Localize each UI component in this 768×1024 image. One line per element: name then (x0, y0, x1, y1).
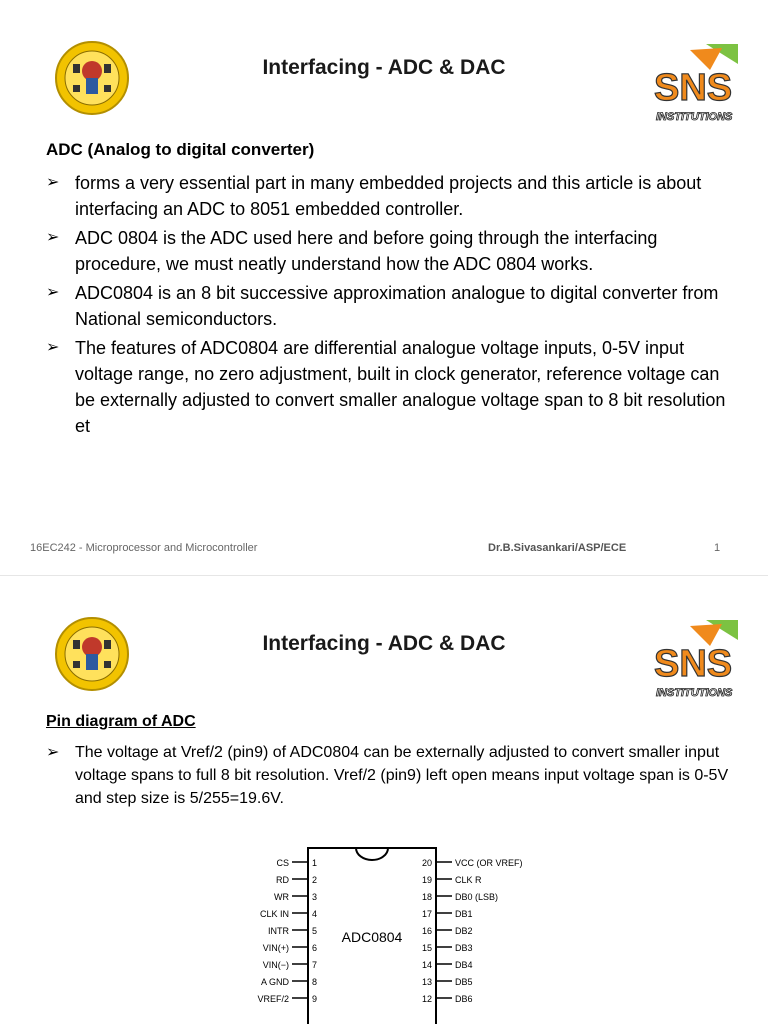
svg-text:SNS: SNS (654, 67, 733, 109)
sns-institutions-logo (650, 616, 742, 700)
pin-label-right: DB1 (455, 909, 473, 919)
bullet-arrow-icon: ➢ (46, 339, 60, 356)
pin-label-left: VIN(−) (262, 960, 289, 970)
pin-label-right: DB2 (455, 926, 473, 936)
footer-course: 16EC242 - Microprocessor and Microcontroller (30, 542, 258, 554)
pin-number-left: 6 (312, 943, 318, 953)
pin-number-right: 17 (421, 909, 432, 919)
pin-label-right: VCC (OR VREF) (455, 858, 523, 868)
slide-title: Interfacing - ADC & DAC (262, 56, 506, 79)
footer-page-number: 1 (714, 542, 721, 554)
section-heading: ADC (Analog to digital converter) (46, 140, 315, 159)
pin-label-right: DB3 (455, 943, 473, 953)
list-item: ➢ ADC0804 is an 8 bit successive approximation analogue to digital converter from National semiconductors. (46, 280, 736, 332)
section-heading: Pin diagram of ADC (46, 713, 196, 730)
svg-text:INSTITUTIONS: INSTITUTIONS (656, 687, 733, 699)
list-item: ➢ ADC 0804 is the ADC used here and before going through the interfacing procedure, we must neatly understand how the ADC 0804 works. (46, 225, 736, 277)
pin-label-left: A GND (260, 977, 289, 987)
college-emblem-icon (46, 40, 138, 116)
pin-label-left: RD (276, 875, 289, 885)
bullet-arrow-icon: ➢ (46, 284, 60, 301)
pin-number-left: 1 (312, 858, 318, 868)
bullet-arrow-icon: ➢ (46, 174, 60, 191)
pin-label-right: DB5 (455, 977, 473, 987)
pin-number-right: 18 (421, 892, 432, 902)
list-item: ➢ The features of ADC0804 are differential analogue voltage inputs, 0-5V input voltage range, no zero adjustment, built in clock generator, reference voltage can be externally adjusted to convert smaller analogue voltage span to 8 bit resolution et (46, 335, 736, 439)
bullet-list (46, 170, 736, 442)
pin-label-right: DB6 (455, 994, 473, 1004)
pin-number-left: 3 (312, 892, 318, 902)
bullet-list (46, 741, 736, 810)
pin-label-left: CS (276, 858, 289, 868)
pin-number-right: 16 (421, 926, 432, 936)
adc0804-pin-diagram (230, 846, 570, 1024)
bullet-arrow-icon: ➢ (46, 744, 60, 761)
pin-number-left: 7 (312, 960, 318, 970)
pin-label-right: DB0 (LSB) (455, 892, 499, 902)
pin-label-left: WR (274, 892, 289, 902)
pin-label-left: VREF/2 (257, 994, 289, 1004)
pin-number-left: 2 (312, 875, 318, 885)
svg-text:INSTITUTIONS: INSTITUTIONS (656, 111, 733, 123)
pin-number-right: 12 (421, 994, 432, 1004)
pin-number-right: 13 (421, 977, 432, 987)
pin-number-left: 4 (312, 909, 318, 919)
pin-label-right: DB4 (455, 960, 473, 970)
pin-label-left: CLK IN (259, 909, 289, 919)
pin-number-right: 15 (421, 943, 432, 953)
sns-institutions-logo (650, 40, 742, 124)
pin-number-right: 19 (421, 875, 432, 885)
pin-number-right: 14 (421, 960, 432, 970)
chip-name: ADC0804 (341, 929, 403, 945)
pin-label-left: VIN(+) (262, 943, 289, 953)
svg-text:SNS: SNS (654, 643, 733, 685)
pin-label-left: INTR (268, 926, 289, 936)
pin-number-left: 9 (312, 994, 318, 1004)
list-item: ➢ The voltage at Vref/2 (pin9) of ADC0804 can be externally adjusted to convert smaller input voltage spans to full 8 bit resolution. Vref/2 (pin9) left open means input voltage span is 0-5V and step size is 5/255=19.6V. (46, 741, 736, 810)
pin-number-right: 20 (421, 858, 432, 868)
slide-2 (0, 576, 768, 1024)
pin-label-right: CLK R (455, 875, 482, 885)
bullet-arrow-icon: ➢ (46, 229, 60, 246)
footer-author: Dr.B.Sivasankari/ASP/ECE (488, 542, 627, 554)
college-emblem-icon (46, 616, 138, 692)
pin-number-left: 5 (312, 926, 318, 936)
list-item: ➢ forms a very essential part in many embedded projects and this article is about interfacing an ADC to 8051 embedded controller. (46, 170, 736, 222)
slide-title: Interfacing - ADC & DAC (262, 632, 506, 655)
pin-number-left: 8 (312, 977, 318, 987)
